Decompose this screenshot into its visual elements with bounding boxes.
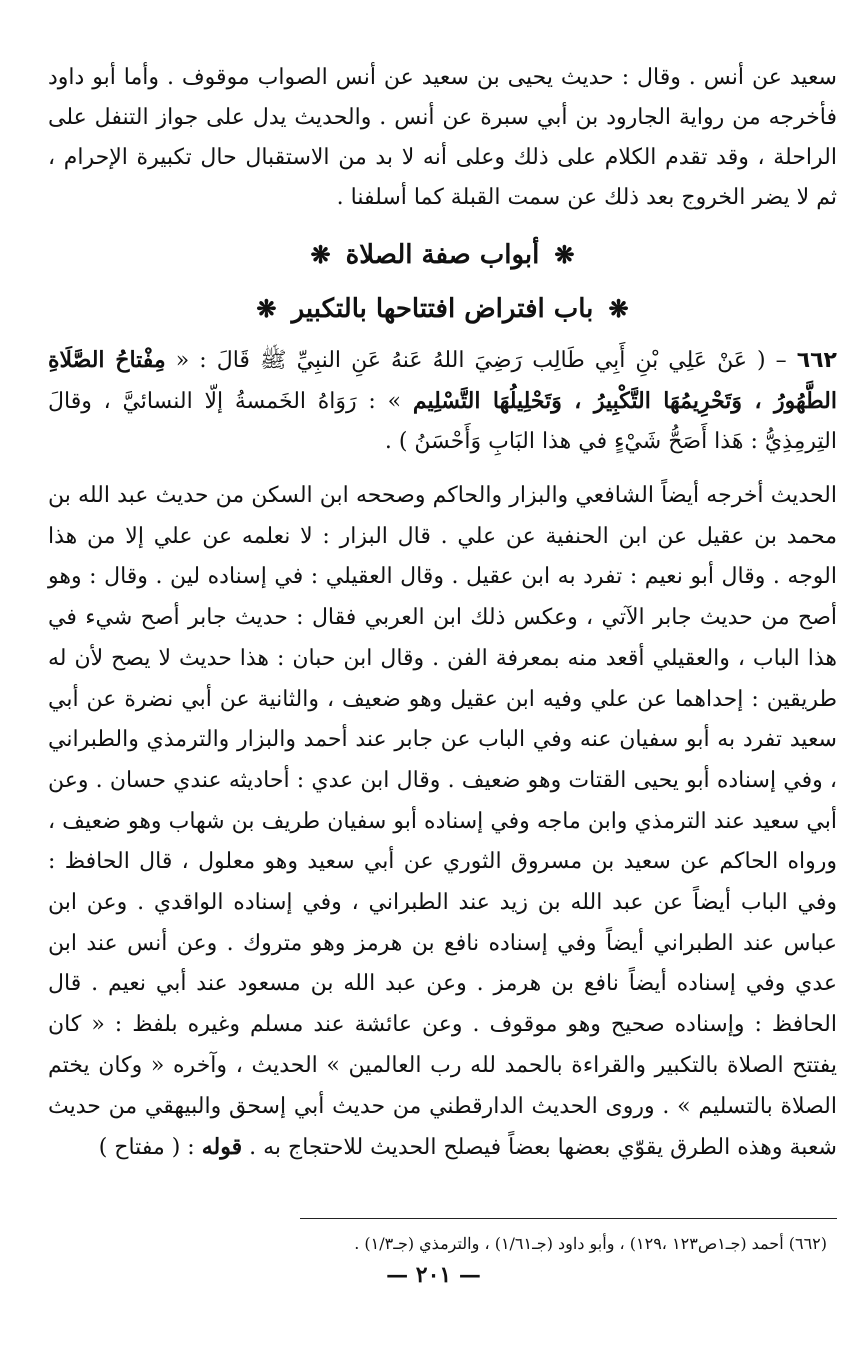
commentary-keyword: قوله <box>201 1134 243 1161</box>
commentary-paragraph <box>48 476 837 1169</box>
hadith-matn: مِفْتاحُ الصَّلَاةِ الطَّهُورُ ، وَتَحْرِيمُهَا التَّكْبِيرُ ، وَتَحْلِيلُهَا التَّسْلِيم <box>48 347 837 414</box>
book-title: أبواب صفة الصلاة <box>345 240 540 270</box>
footnote-divider <box>300 1218 837 1219</box>
page-body <box>48 58 837 1191</box>
hadith-opening: – ( عَنْ عَلِي بْنِ أَبِي طَالِب رَضِيَ اللهُ عَنهُ عَنِ النبِيِّ ﷺ قَالَ : « <box>165 348 787 373</box>
page-number: — ٢٠١ — <box>386 1262 481 1288</box>
hadith-text <box>48 340 837 462</box>
chapter-heading <box>48 292 837 326</box>
ornament-icon: ❋ <box>554 240 575 269</box>
chapter-title: باب افتراض افتتاحها بالتكبير <box>291 294 594 324</box>
ornament-icon: ❋ <box>310 240 331 269</box>
ornament-icon: ❋ <box>256 294 277 323</box>
ornament-icon: ❋ <box>608 294 629 323</box>
hadith-closing: » : رَوَاهُ الخَمسةُ إلّا النسائيَّ ، وقالَ التِرمِذِيُّ : هَذا أَصَحُّ شَيْءٍ في هذا البَابِ وَأَحْسَنُ ) . <box>48 389 837 454</box>
footnote: (٦٦٢) أحمد (جـ١ص١٢٣ ،١٢٩) ، وأبو داود (جـ١/٦١) ، والترمذي (جـ١/٣) . <box>354 1234 827 1253</box>
intro-paragraph: سعيد عن أنس . وقال : حديث يحيى بن سعيد عن أنس الصواب موقوف . وأما أبو داود فأخرجه من رواية الجارود بن أبي سبرة عن أنس . والحديث يدل على جواز التنفل على الراحلة ، وقد تقدم الكلام على ذلك وعلى أنه لا بد من الاستقبال حال تكبيرة الإحرام ، ثم لا يضر الخروج بعد ذلك عن سمت القبلة كما أسلفنا . <box>48 65 837 210</box>
book-heading <box>48 238 837 272</box>
commentary-body: الحديث أخرجه أيضاً الشافعي والبزار والحاكم وصححه ابن السكن من حديث عبد الله بن محمد بن عقيل عن ابن الحنفية عن علي . قال البزار : لا نعلمه عن علي إلا من هذا الوجه . وقال أبو نعيم : تفرد به ابن عقيل . وقال العقيلي : في إسناده لين . وقال : وهو أصح من حديث جابر الآتي ، وعكس ذلك ابن العربي فقال : حديث جابر أصح شيء في هذا الباب ، والعقيلي أقعد منه بمعرفة الفن . وقال ابن حبان : هذا حديث لا يصح لأن له طريقين : إحداهما عن علي وفيه ابن عقيل وهو ضعيف ، والثانية عن أبي نضرة عن أبي سعيد تفرد به أبو سفيان عنه وفي الباب عن جابر عند أحمد والبزار والترمذي والطبراني ، وفي إسناده أبو يحيى القتات وهو ضعيف . وقال ابن عدي : أحاديثه عندي حسان . وعن أبي سعيد عند الترمذي وابن ماجه وفي إسناده أبو سفيان طريف بن شهاب وهو ضعيف ، ورواه الحاكم عن سعيد بن مسروق الثوري عن أبي سعيد وهو معلول ، قال الحافظ : وفي الباب أيضاً عن عبد الله بن زيد عند الطبراني ، وفي إسناده الواقدي . وعن ابن عباس عند الطبراني أيضاً وفي إسناده نافع بن هرمز وهو متروك . وعن أنس عند ابن عدي وفي إسناده أيضاً نافع بن هرمز . وعن عبد الله بن مسعود عند أبي نعيم . قال الحافظ : وإسناده صحيح وهو موقوف . وعن عائشة عند مسلم وغيره بلفظ : « كان يفتتح الصلاة بالتكبير والقراءة بالحمد لله رب العالمين » الحديث ، وآخره « وكان يختم الصلاة بالتسليم » . وروى الحديث الدارقطني من حديث أبي إسحق والبيهقي من حديث شعبة وهذه الطرق يقوّي بعضها بعضاً فيصلح الحديث للاحتجاج به . <box>48 483 838 1161</box>
commentary-tail: : ( مفتاح ) <box>98 1135 202 1161</box>
hadith-number: ٦٦٢ <box>796 348 837 373</box>
